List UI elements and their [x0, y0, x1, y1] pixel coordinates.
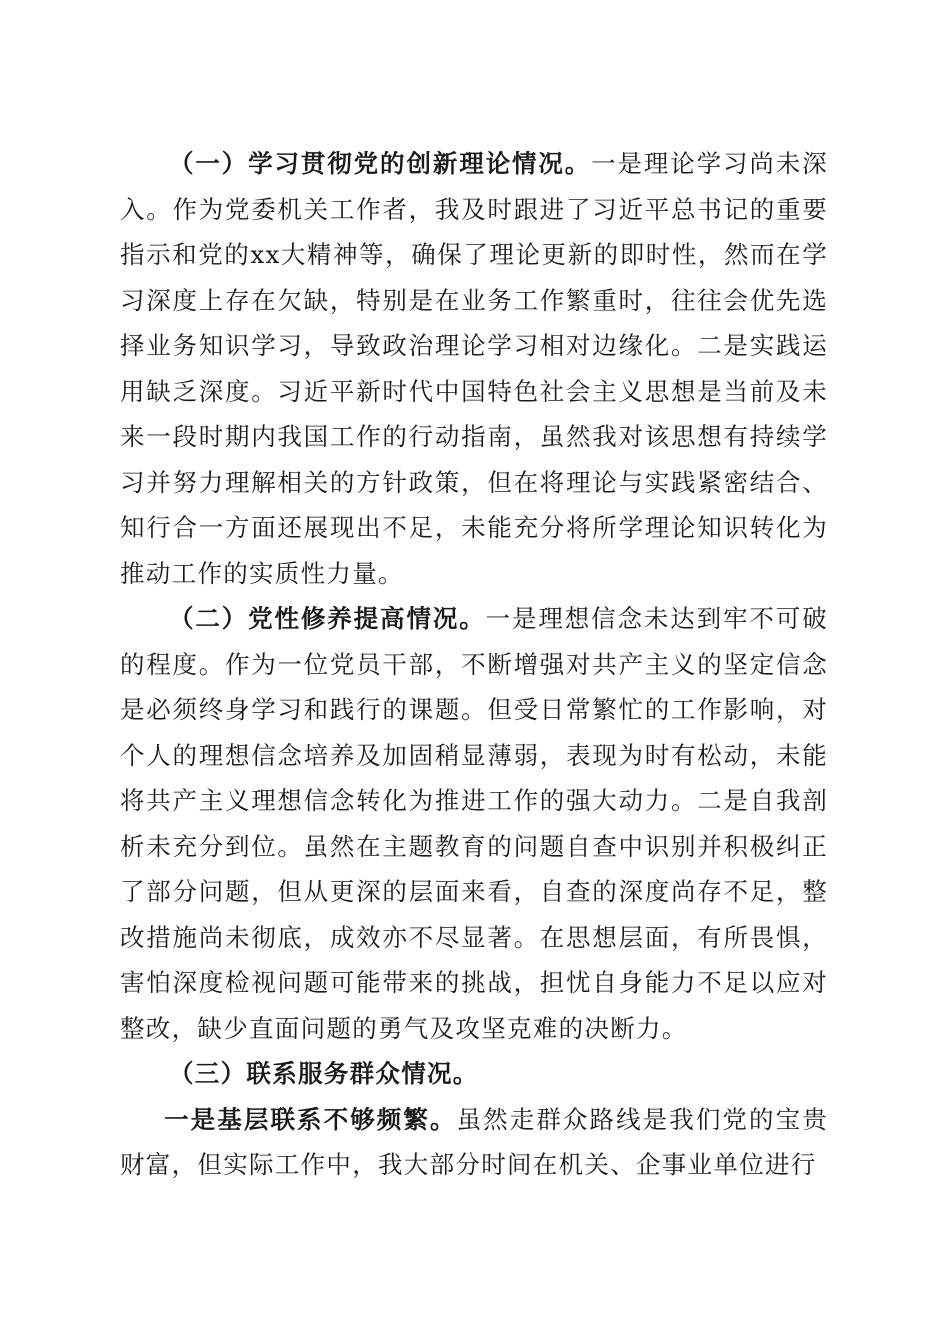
paragraph-section-3: [120, 1051, 828, 1097]
section-body-2: 一是理想信念未达到牢不可破的程度。作为一位党员干部，不断增强对共产主义的坚定信念是必须终身学习和践行的课题。但受日常繁忙的工作影响，对个人的理想信念培养及加固稍显薄弱，表现为时有松动，未能将共产主义理想信念转化为推进工作的强大动力。二是自我剖析未充分到位。虽然在主题教育的问题自查中识别并积极纠正了部分问题，但从更深的层面来看，自查的深度尚存不足，整改措施尚未彻底，成效亦不尽显著。在思想层面，有所畏惧，害怕深度检视问题可能带来的挑战，担忧自身能力不足以应对整改，缺少直面问题的勇气及攻坚克难的决断力。: [120, 604, 828, 1043]
paragraph-section-2: [120, 596, 828, 1051]
paragraph-item-1: [120, 1097, 828, 1188]
paragraph-section-1: [120, 141, 828, 596]
section-body-1: 一是理论学习尚未深入。作为党委机关工作者，我及时跟进了习近平总书记的重要指示和党的xx大精神等，确保了理论更新的即时性，然而在学习深度上存在欠缺，特别是在业务工作繁重时，往往会优先选择业务知识学习，导致政治理论学习相对边缘化。二是实践运用缺乏深度。习近平新时代中国特色社会主义思想是当前及未来一段时期内我国工作的行动指南，虽然我对该思想有持续学习并努力理解相关的方针政策，但在将理论与实践紧密结合、知行合一方面还展现出不足，未能充分将所学理论知识转化为推动工作的实质性力量。: [120, 149, 828, 588]
item-lead-1: 一是基层联系不够频繁。: [164, 1104, 457, 1134]
item-body-1: 虽然走群众路线是我们党的宝贵财富，但实际工作中，我大部分时间在机关、企事业单位进行: [120, 1104, 828, 1179]
section-heading-1: （一）学习贯彻党的创新理论情况。: [169, 149, 592, 178]
section-heading-2: （二）党性修养提高情况。: [169, 604, 486, 633]
section-heading-3: （三）联系服务群众情况。: [169, 1059, 479, 1088]
document-body: [120, 141, 828, 1188]
